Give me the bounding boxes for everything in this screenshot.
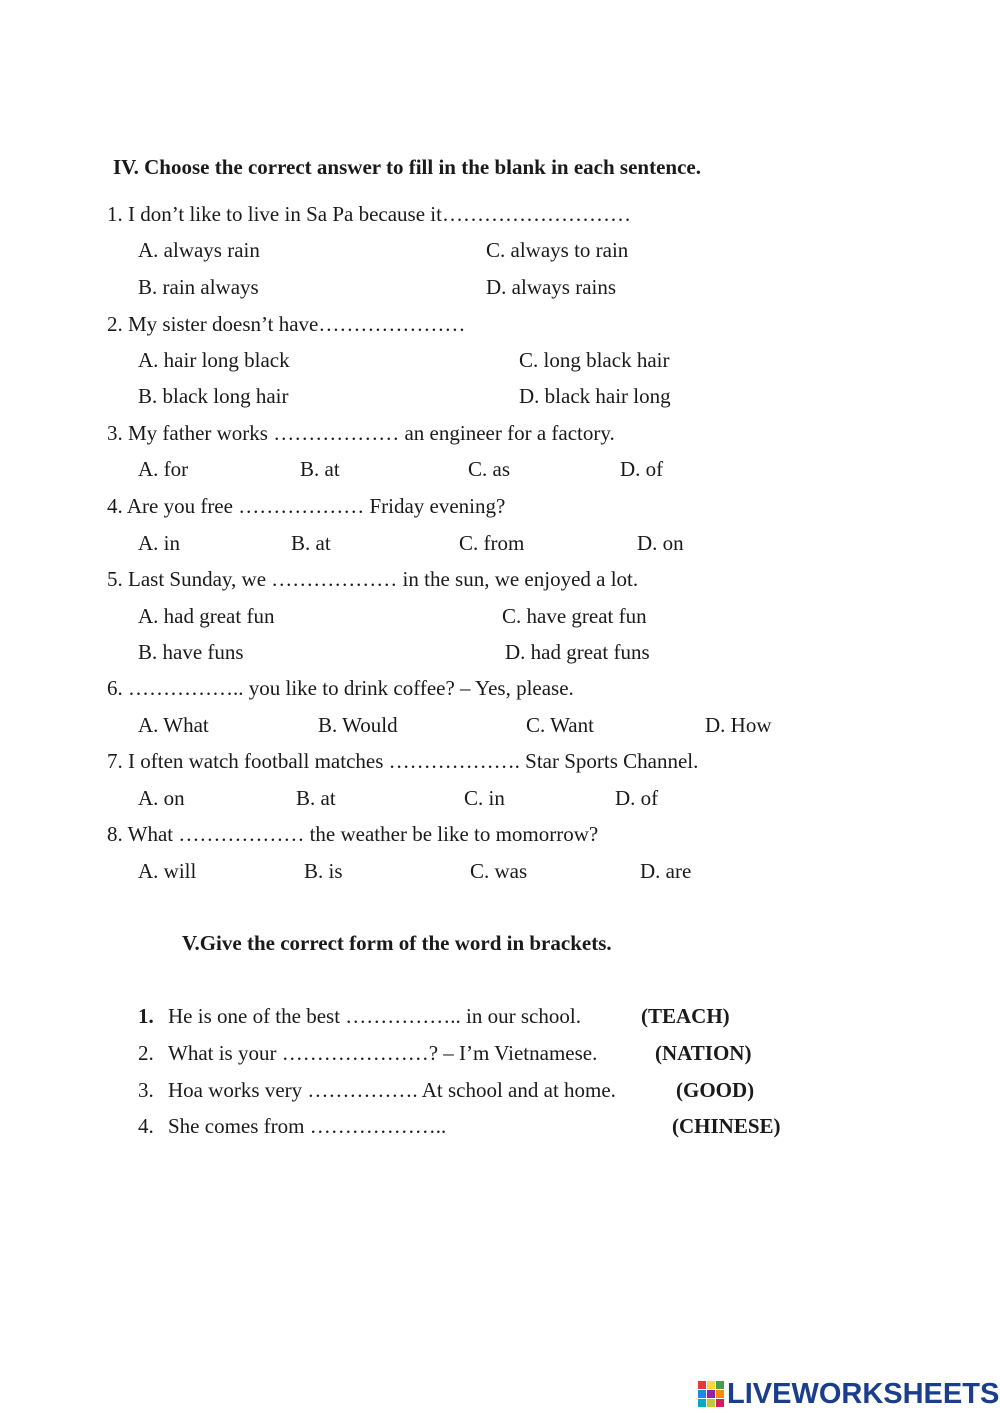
question-3-option-b[interactable]: B. at: [300, 457, 340, 481]
logo-mark-square: [716, 1399, 724, 1407]
question-1-option-c[interactable]: C. always to rain: [486, 238, 629, 262]
logo-mark-square: [716, 1390, 724, 1398]
question-8-option-d[interactable]: D. are: [640, 859, 692, 883]
question-8-option-c[interactable]: C. was: [470, 859, 528, 883]
question-3-stem: 3. My father works ……………… an engineer for a factory.: [107, 421, 615, 445]
section-v-heading: V.Give the correct form of the word in brackets.: [182, 931, 612, 955]
question-4-option-a[interactable]: A. in: [138, 531, 180, 555]
word-form-2-word: (NATION): [655, 1041, 752, 1065]
question-2-option-b[interactable]: B. black long hair: [138, 384, 289, 408]
logo-text: LIVEWORKSHEETS: [727, 1377, 1000, 1410]
question-8-option-b[interactable]: B. is: [304, 859, 343, 883]
question-3-option-c[interactable]: C. as: [468, 457, 510, 481]
question-6-option-d[interactable]: D. How: [705, 713, 772, 737]
word-form-3-word: (GOOD): [676, 1078, 755, 1102]
question-2-stem: 2. My sister doesn’t have…………………: [107, 312, 466, 336]
liveworksheets-logo[interactable]: [698, 1376, 999, 1412]
question-3-option-d[interactable]: D. of: [620, 457, 664, 481]
question-7-stem: 7. I often watch football matches ………………. Star Sports Channel.: [107, 749, 699, 773]
word-form-1-word: (TEACH): [641, 1004, 730, 1028]
word-form-3-number: 3.: [138, 1078, 154, 1102]
question-8-option-a[interactable]: A. will: [138, 859, 197, 883]
word-form-1-sentence[interactable]: He is one of the best …………….. in our school.: [168, 1004, 581, 1028]
question-6-option-a[interactable]: A. What: [138, 713, 209, 737]
question-7-option-d[interactable]: D. of: [615, 786, 659, 810]
question-6-option-b[interactable]: B. Would: [318, 713, 398, 737]
question-4-option-d[interactable]: D. on: [637, 531, 684, 555]
question-1-stem: 1. I don’t like to live in Sa Pa because it………………………: [107, 202, 631, 226]
logo-mark-square: [716, 1381, 724, 1389]
question-1-option-d[interactable]: D. always rains: [486, 275, 617, 299]
question-4-option-b[interactable]: B. at: [291, 531, 331, 555]
logo-mark-square: [707, 1399, 715, 1407]
question-5-option-b[interactable]: B. have funs: [138, 640, 244, 664]
word-form-4-number: 4.: [138, 1114, 154, 1138]
question-3-option-a[interactable]: A. for: [138, 457, 189, 481]
question-6-stem: 6. …………….. you like to drink coffee? – Yes, please.: [107, 676, 574, 700]
logo-mark-square: [698, 1381, 706, 1389]
logo-mark-icon: [698, 1381, 724, 1407]
logo-mark-square: [707, 1381, 715, 1389]
word-form-4-word: (CHINESE): [672, 1114, 781, 1138]
word-form-4-sentence[interactable]: She comes from ………………..: [168, 1114, 447, 1138]
section-iv-heading: IV. Choose the correct answer to fill in the blank in each sentence.: [113, 155, 701, 179]
logo-mark-square: [698, 1399, 706, 1407]
question-4-stem: 4. Are you free ……………… Friday evening?: [107, 494, 506, 518]
question-7-option-c[interactable]: C. in: [464, 786, 505, 810]
logo-mark-square: [698, 1390, 706, 1398]
question-6-option-c[interactable]: C. Want: [526, 713, 594, 737]
word-form-1-number: 1.: [138, 1004, 154, 1028]
question-2-option-c[interactable]: C. long black hair: [519, 348, 670, 372]
word-form-3-sentence[interactable]: Hoa works very ……………. At school and at home.: [168, 1078, 616, 1102]
question-1-option-b[interactable]: B. rain always: [138, 275, 259, 299]
question-2-option-a[interactable]: A. hair long black: [138, 348, 290, 372]
question-2-option-d[interactable]: D. black hair long: [519, 384, 671, 408]
question-5-option-d[interactable]: D. had great funs: [505, 640, 650, 664]
question-1-option-a[interactable]: A. always rain: [138, 238, 260, 262]
question-5-option-c[interactable]: C. have great fun: [502, 604, 647, 628]
question-5-option-a[interactable]: A. had great fun: [138, 604, 275, 628]
word-form-2-sentence[interactable]: What is your …………………? – I’m Vietnamese.: [168, 1041, 598, 1065]
question-4-option-c[interactable]: C. from: [459, 531, 525, 555]
question-7-option-a[interactable]: A. on: [138, 786, 185, 810]
question-5-stem: 5. Last Sunday, we ……………… in the sun, we enjoyed a lot.: [107, 567, 639, 591]
logo-mark-square: [707, 1390, 715, 1398]
question-7-option-b[interactable]: B. at: [296, 786, 336, 810]
word-form-2-number: 2.: [138, 1041, 154, 1065]
question-8-stem: 8. What ……………… the weather be like to momorrow?: [107, 822, 599, 846]
